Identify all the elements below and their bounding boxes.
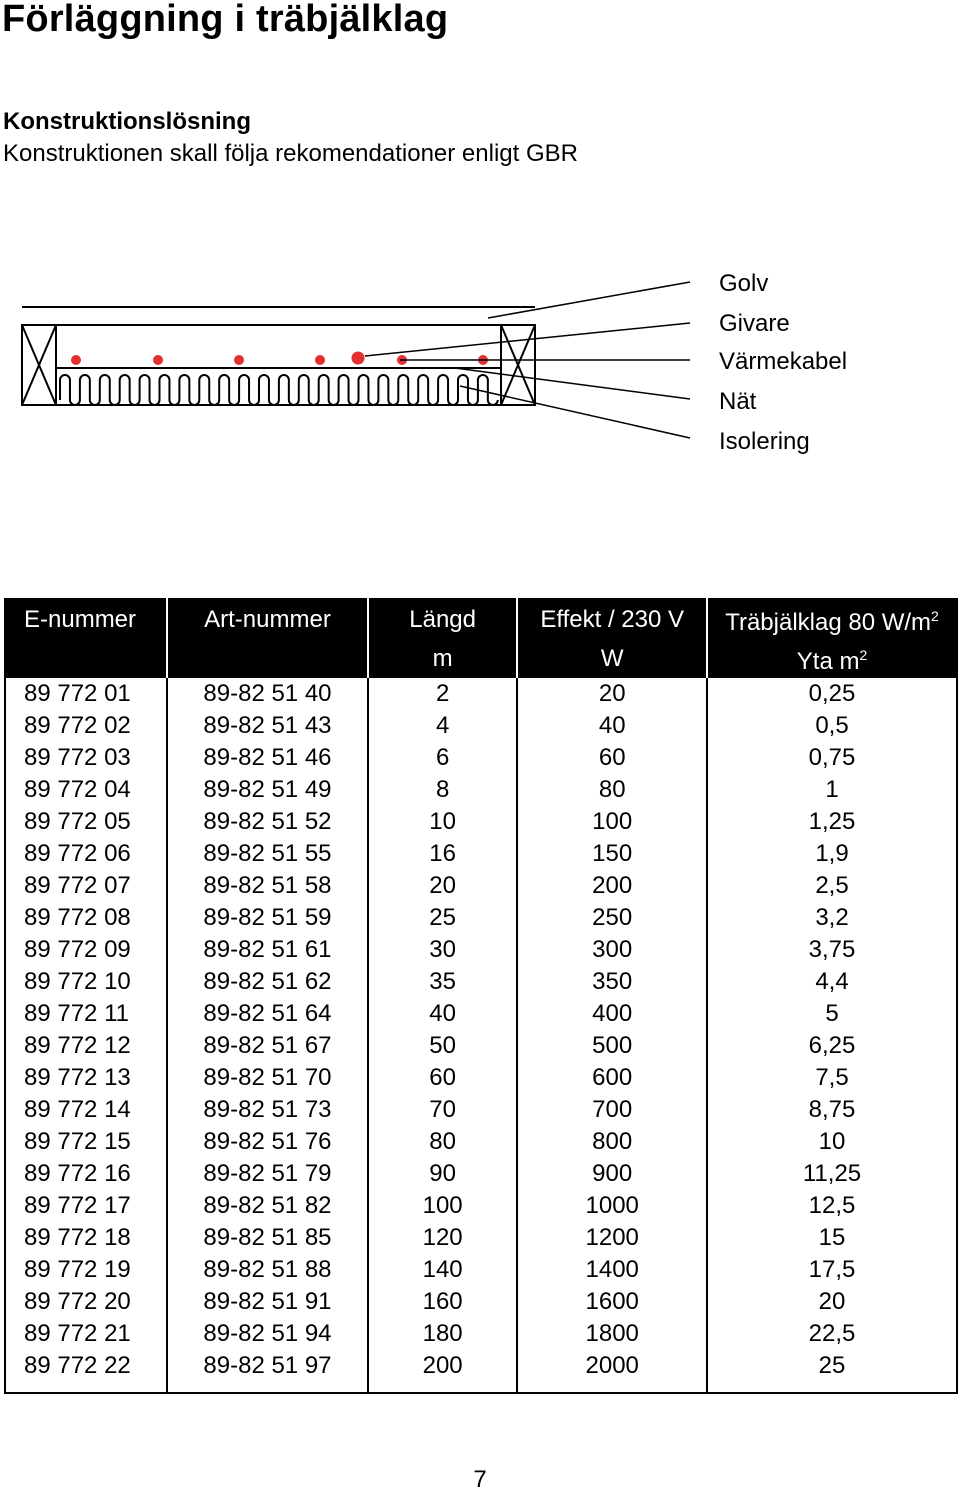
header-unit-art-nummer xyxy=(167,639,368,678)
yta-cell: 7,5 xyxy=(707,1062,957,1094)
effekt-cell: 400 xyxy=(517,998,707,1030)
table-row xyxy=(5,1062,957,1094)
art-nummer-cell: 89-82 51 82 xyxy=(167,1190,368,1222)
e-nummer-cell: 89 772 17 xyxy=(24,1192,131,1219)
yta-cell: 0,75 xyxy=(707,742,957,774)
floor-construction-diagram xyxy=(0,260,960,460)
langd-cell: 160 xyxy=(368,1286,518,1318)
e-nummer-cell: 89 772 14 xyxy=(24,1096,131,1123)
page-number: 7 xyxy=(473,1466,487,1493)
table-row xyxy=(5,1286,957,1318)
table-row xyxy=(5,806,957,838)
cable-dot xyxy=(71,355,81,365)
art-nummer-cell: 89-82 51 85 xyxy=(167,1222,368,1254)
art-nummer-cell: 89-82 51 94 xyxy=(167,1318,368,1350)
e-nummer-cell: 89 772 12 xyxy=(24,1032,131,1059)
effekt-cell: 80 xyxy=(517,774,707,806)
langd-cell: 10 xyxy=(368,806,518,838)
art-nummer-cell: 89-82 51 46 xyxy=(167,742,368,774)
art-nummer-cell: 89-82 51 73 xyxy=(167,1094,368,1126)
effekt-cell: 1200 xyxy=(517,1222,707,1254)
art-nummer-cell: 89-82 51 79 xyxy=(167,1158,368,1190)
e-nummer-cell: 89 772 21 xyxy=(24,1320,131,1347)
yta-cell: 1,9 xyxy=(707,838,957,870)
langd-cell: 100 xyxy=(368,1190,518,1222)
e-nummer-cell: 89 772 16 xyxy=(24,1160,131,1187)
label-varmekabel: Värmekabel xyxy=(719,348,848,375)
langd-cell: 30 xyxy=(368,934,518,966)
e-nummer-cell: 89 772 08 xyxy=(24,904,131,931)
table-row xyxy=(5,838,957,870)
e-nummer-cell: 89 772 03 xyxy=(24,744,131,771)
langd-cell: 50 xyxy=(368,1030,518,1062)
langd-cell: 90 xyxy=(368,1158,518,1190)
table-row xyxy=(5,1030,957,1062)
yta-cell: 8,75 xyxy=(707,1094,957,1126)
effekt-cell: 900 xyxy=(517,1158,707,1190)
label-givare: Givare xyxy=(719,310,790,337)
yta-cell: 17,5 xyxy=(707,1254,957,1286)
effekt-cell: 100 xyxy=(517,806,707,838)
table-row xyxy=(5,902,957,934)
effekt-cell: 1800 xyxy=(517,1318,707,1350)
art-nummer-cell: 89-82 51 76 xyxy=(167,1126,368,1158)
header-unit-langd: m xyxy=(368,639,518,678)
header-langd: Längd xyxy=(368,599,518,639)
art-nummer-cell: 89-82 51 59 xyxy=(167,902,368,934)
section-text: Konstruktionen skall följa rekomendationer enligt GBR xyxy=(3,140,578,167)
art-nummer-cell: 89-82 51 67 xyxy=(167,1030,368,1062)
effekt-cell: 40 xyxy=(517,710,707,742)
table-row xyxy=(5,774,957,806)
header-unit-effekt: W xyxy=(517,639,707,678)
effekt-cell: 150 xyxy=(517,838,707,870)
langd-cell: 60 xyxy=(368,1062,518,1094)
e-nummer-cell: 89 772 20 xyxy=(24,1288,131,1315)
header-unit-yta-text: Yta m xyxy=(796,648,860,675)
table-row xyxy=(5,998,957,1030)
header-trabjalklag-sup: 2 xyxy=(931,608,939,624)
table-row xyxy=(5,710,957,742)
langd-cell: 120 xyxy=(368,1222,518,1254)
langd-cell: 140 xyxy=(368,1254,518,1286)
table-row xyxy=(5,1254,957,1286)
product-table xyxy=(4,598,958,1394)
page-title: Förläggning i träbjälklag xyxy=(2,0,449,40)
table-row xyxy=(5,742,957,774)
table-row xyxy=(5,1222,957,1254)
table-row xyxy=(5,934,957,966)
label-isolering: Isolering xyxy=(719,428,810,455)
table-row xyxy=(5,1094,957,1126)
effekt-cell: 20 xyxy=(517,678,707,710)
langd-cell: 2 xyxy=(368,678,518,710)
table-row xyxy=(5,1158,957,1190)
langd-cell: 16 xyxy=(368,838,518,870)
e-nummer-cell: 89 772 06 xyxy=(24,840,131,867)
yta-cell: 10 xyxy=(707,1126,957,1158)
table-row xyxy=(5,870,957,902)
e-nummer-cell: 89 772 04 xyxy=(24,776,131,803)
art-nummer-cell: 89-82 51 88 xyxy=(167,1254,368,1286)
yta-cell: 3,2 xyxy=(707,902,957,934)
e-nummer-cell: 89 772 18 xyxy=(24,1224,131,1251)
section-heading: Konstruktionslösning xyxy=(3,108,251,135)
art-nummer-cell: 89-82 51 64 xyxy=(167,998,368,1030)
effekt-cell: 700 xyxy=(517,1094,707,1126)
yta-cell: 3,75 xyxy=(707,934,957,966)
effekt-cell: 60 xyxy=(517,742,707,774)
heating-cable-dots xyxy=(71,352,488,366)
art-nummer-cell: 89-82 51 49 xyxy=(167,774,368,806)
header-effekt: Effekt / 230 V xyxy=(517,599,707,639)
langd-cell: 25 xyxy=(368,902,518,934)
table-row xyxy=(5,678,957,710)
yta-cell: 22,5 xyxy=(707,1318,957,1350)
e-nummer-cell: 89 772 02 xyxy=(24,712,131,739)
langd-cell: 70 xyxy=(368,1094,518,1126)
header-e-nummer: E-nummer xyxy=(5,599,167,639)
header-unit-yta xyxy=(707,639,957,678)
art-nummer-cell: 89-82 51 43 xyxy=(167,710,368,742)
left-joist xyxy=(22,325,56,405)
e-nummer-cell: 89 772 13 xyxy=(24,1064,131,1091)
table-row xyxy=(5,1318,957,1350)
effekt-cell: 300 xyxy=(517,934,707,966)
langd-cell: 40 xyxy=(368,998,518,1030)
right-joist xyxy=(501,325,535,405)
e-nummer-cell: 89 772 22 xyxy=(24,1352,131,1379)
yta-cell: 20 xyxy=(707,1286,957,1318)
langd-cell: 200 xyxy=(368,1350,518,1393)
header-trabjalklag xyxy=(707,599,957,639)
table-row xyxy=(5,966,957,998)
header-trabjalklag-text: Träbjälklag 80 W/m xyxy=(725,609,932,636)
yta-cell: 0,5 xyxy=(707,710,957,742)
yta-cell: 15 xyxy=(707,1222,957,1254)
table-body xyxy=(5,678,957,1393)
art-nummer-cell: 89-82 51 61 xyxy=(167,934,368,966)
yta-cell: 2,5 xyxy=(707,870,957,902)
table-row xyxy=(5,1350,957,1393)
langd-cell: 6 xyxy=(368,742,518,774)
effekt-cell: 1400 xyxy=(517,1254,707,1286)
effekt-cell: 600 xyxy=(517,1062,707,1094)
e-nummer-cell: 89 772 19 xyxy=(24,1256,131,1283)
header-unit-yta-sup: 2 xyxy=(859,647,868,663)
cable-dot xyxy=(234,355,244,365)
e-nummer-cell: 89 772 09 xyxy=(24,936,131,963)
cable-dot xyxy=(153,355,163,365)
insulation-waves xyxy=(60,375,498,405)
cable-dot xyxy=(315,355,325,365)
e-nummer-cell: 89 772 15 xyxy=(24,1128,131,1155)
effekt-cell: 800 xyxy=(517,1126,707,1158)
yta-cell: 1,25 xyxy=(707,806,957,838)
yta-cell: 11,25 xyxy=(707,1158,957,1190)
header-row-bottom xyxy=(5,639,957,678)
table-row xyxy=(5,1190,957,1222)
label-nat: Nät xyxy=(719,388,757,415)
yta-cell: 6,25 xyxy=(707,1030,957,1062)
art-nummer-cell: 89-82 51 40 xyxy=(167,678,368,710)
sensor-dot xyxy=(352,352,365,365)
yta-cell: 12,5 xyxy=(707,1190,957,1222)
insulation-path xyxy=(60,375,498,405)
header-row-top xyxy=(5,599,957,639)
effekt-cell: 1000 xyxy=(517,1190,707,1222)
langd-cell: 4 xyxy=(368,710,518,742)
langd-cell: 180 xyxy=(368,1318,518,1350)
yta-cell: 1 xyxy=(707,774,957,806)
effekt-cell: 1600 xyxy=(517,1286,707,1318)
art-nummer-cell: 89-82 51 70 xyxy=(167,1062,368,1094)
yta-cell: 0,25 xyxy=(707,678,957,710)
table-row xyxy=(5,1126,957,1158)
art-nummer-cell: 89-82 51 55 xyxy=(167,838,368,870)
art-nummer-cell: 89-82 51 91 xyxy=(167,1286,368,1318)
art-nummer-cell: 89-82 51 52 xyxy=(167,806,368,838)
langd-cell: 80 xyxy=(368,1126,518,1158)
effekt-cell: 200 xyxy=(517,870,707,902)
e-nummer-cell: 89 772 10 xyxy=(24,968,131,995)
yta-cell: 25 xyxy=(707,1350,957,1393)
header-art-nummer: Art-nummer xyxy=(167,599,368,639)
e-nummer-cell: 89 772 05 xyxy=(24,808,131,835)
effekt-cell: 350 xyxy=(517,966,707,998)
leader-lines xyxy=(365,282,690,438)
art-nummer-cell: 89-82 51 62 xyxy=(167,966,368,998)
art-nummer-cell: 89-82 51 97 xyxy=(167,1350,368,1393)
effekt-cell: 500 xyxy=(517,1030,707,1062)
label-golv: Golv xyxy=(719,270,769,297)
effekt-cell: 2000 xyxy=(517,1350,707,1393)
langd-cell: 20 xyxy=(368,870,518,902)
langd-cell: 8 xyxy=(368,774,518,806)
langd-cell: 35 xyxy=(368,966,518,998)
effekt-cell: 250 xyxy=(517,902,707,934)
e-nummer-cell: 89 772 11 xyxy=(24,1000,129,1027)
art-nummer-cell: 89-82 51 58 xyxy=(167,870,368,902)
yta-cell: 5 xyxy=(707,998,957,1030)
e-nummer-cell: 89 772 07 xyxy=(24,872,131,899)
yta-cell: 4,4 xyxy=(707,966,957,998)
header-unit-e-nummer xyxy=(5,639,167,678)
e-nummer-cell: 89 772 01 xyxy=(24,680,131,707)
